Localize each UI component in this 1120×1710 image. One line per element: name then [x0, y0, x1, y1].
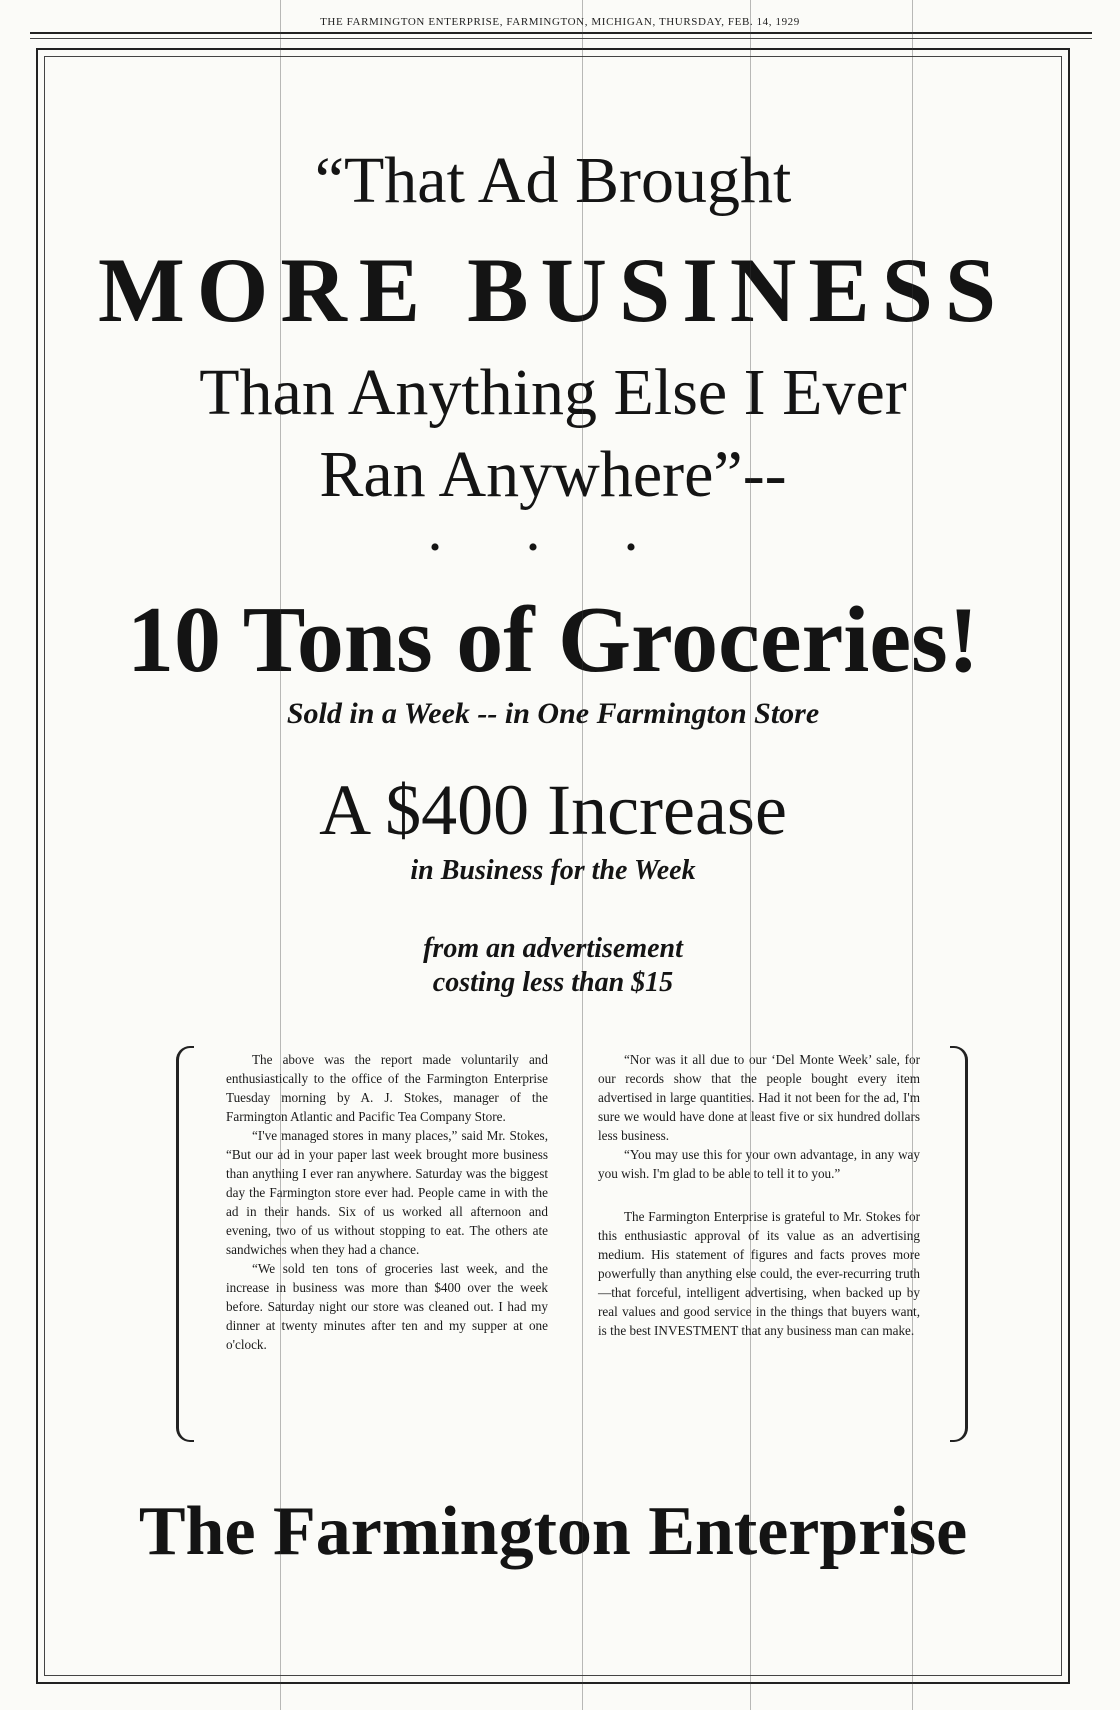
- dateline: THE FARMINGTON ENTERPRISE, FARMINGTON, MICHIGAN, THURSDAY, FEB. 14, 1929: [320, 16, 800, 28]
- right-bracket: [950, 1046, 968, 1442]
- subhead-in-business: in Business for the Week: [410, 855, 696, 886]
- scan-crease-line: [582, 0, 583, 1710]
- body-column-left: [226, 1050, 548, 1354]
- headline-increase: A $400 Increase: [319, 770, 787, 850]
- body-column-right: [598, 1050, 920, 1340]
- headline-ten-tons: 10 Tons of Groceries!: [126, 588, 980, 692]
- headline-more-business: MORE BUSINESS: [97, 239, 1009, 341]
- paragraph: The Farmington Enterprise is grateful to Mr. Stokes for this enthusiastic approval of its value as an advertising medium. His statement of figures and facts proves more powerfully than anything else could, the ever-recurring truth—that forceful, intelligent advertising, when backed up by real values and good service in the things that buyers want, is the best INVESTMENT that any business man can make.: [598, 1209, 920, 1338]
- top-rule-thin: [30, 38, 1092, 39]
- top-rule: [30, 32, 1092, 34]
- subhead-from-ad: from an advertisement: [423, 933, 683, 964]
- ornament-dots: • • •: [429, 531, 677, 564]
- paragraph: “You may use this for your own advantage, in any way you wish. I'm glad to be able to tell it to you.”: [598, 1147, 920, 1181]
- subhead-sold-in-week: Sold in a Week -- in One Farmington Store: [286, 697, 820, 730]
- scan-crease-line: [750, 0, 751, 1710]
- paragraph: The above was the report made voluntarily and enthusiastically to the office of the Farmington Enterprise Tuesday morning by A. J. Stokes, manager of the Farmington Atlantic and Pacific Tea Company Store.: [226, 1052, 548, 1124]
- scan-crease-line: [912, 0, 913, 1710]
- headline-than-anything: Than Anything Else I Ever: [199, 356, 907, 429]
- paragraph-gap: [598, 1183, 920, 1207]
- headline-quote-line: “That Ad Brought: [314, 144, 792, 217]
- paragraph: “Nor was it all due to our ‘Del Monte Week’ sale, for our records show that the people bought every item advertised in large quantities. Had it not been for the ad, I'm sure we would have done at least five or six hundred dollars less business.: [598, 1052, 920, 1143]
- scan-crease-line: [280, 0, 281, 1710]
- subhead-costing: costing less than $15: [432, 967, 674, 998]
- left-bracket: [176, 1046, 194, 1442]
- headline-ran-anywhere: Ran Anywhere”--: [319, 438, 787, 511]
- paragraph: “We sold ten tons of groceries last week, and the increase in business was more than $400 over the week before. Saturday night our store was cleaned out. I had my dinner at twenty minutes after ten and my supper at one o'clock.: [226, 1261, 548, 1352]
- publisher-name: The Farmington Enterprise: [138, 1493, 968, 1570]
- paragraph: “I've managed stores in many places,” said Mr. Stokes, “But our ad in your paper last week brought more business than anything I ever ran anywhere. Saturday was the biggest day the Farmington store ever had. People came in with the ad in their hands. Six of us worked all afternoon and evening, two of us without stopping to eat. The others ate sandwiches when they had a chance.: [226, 1128, 548, 1257]
